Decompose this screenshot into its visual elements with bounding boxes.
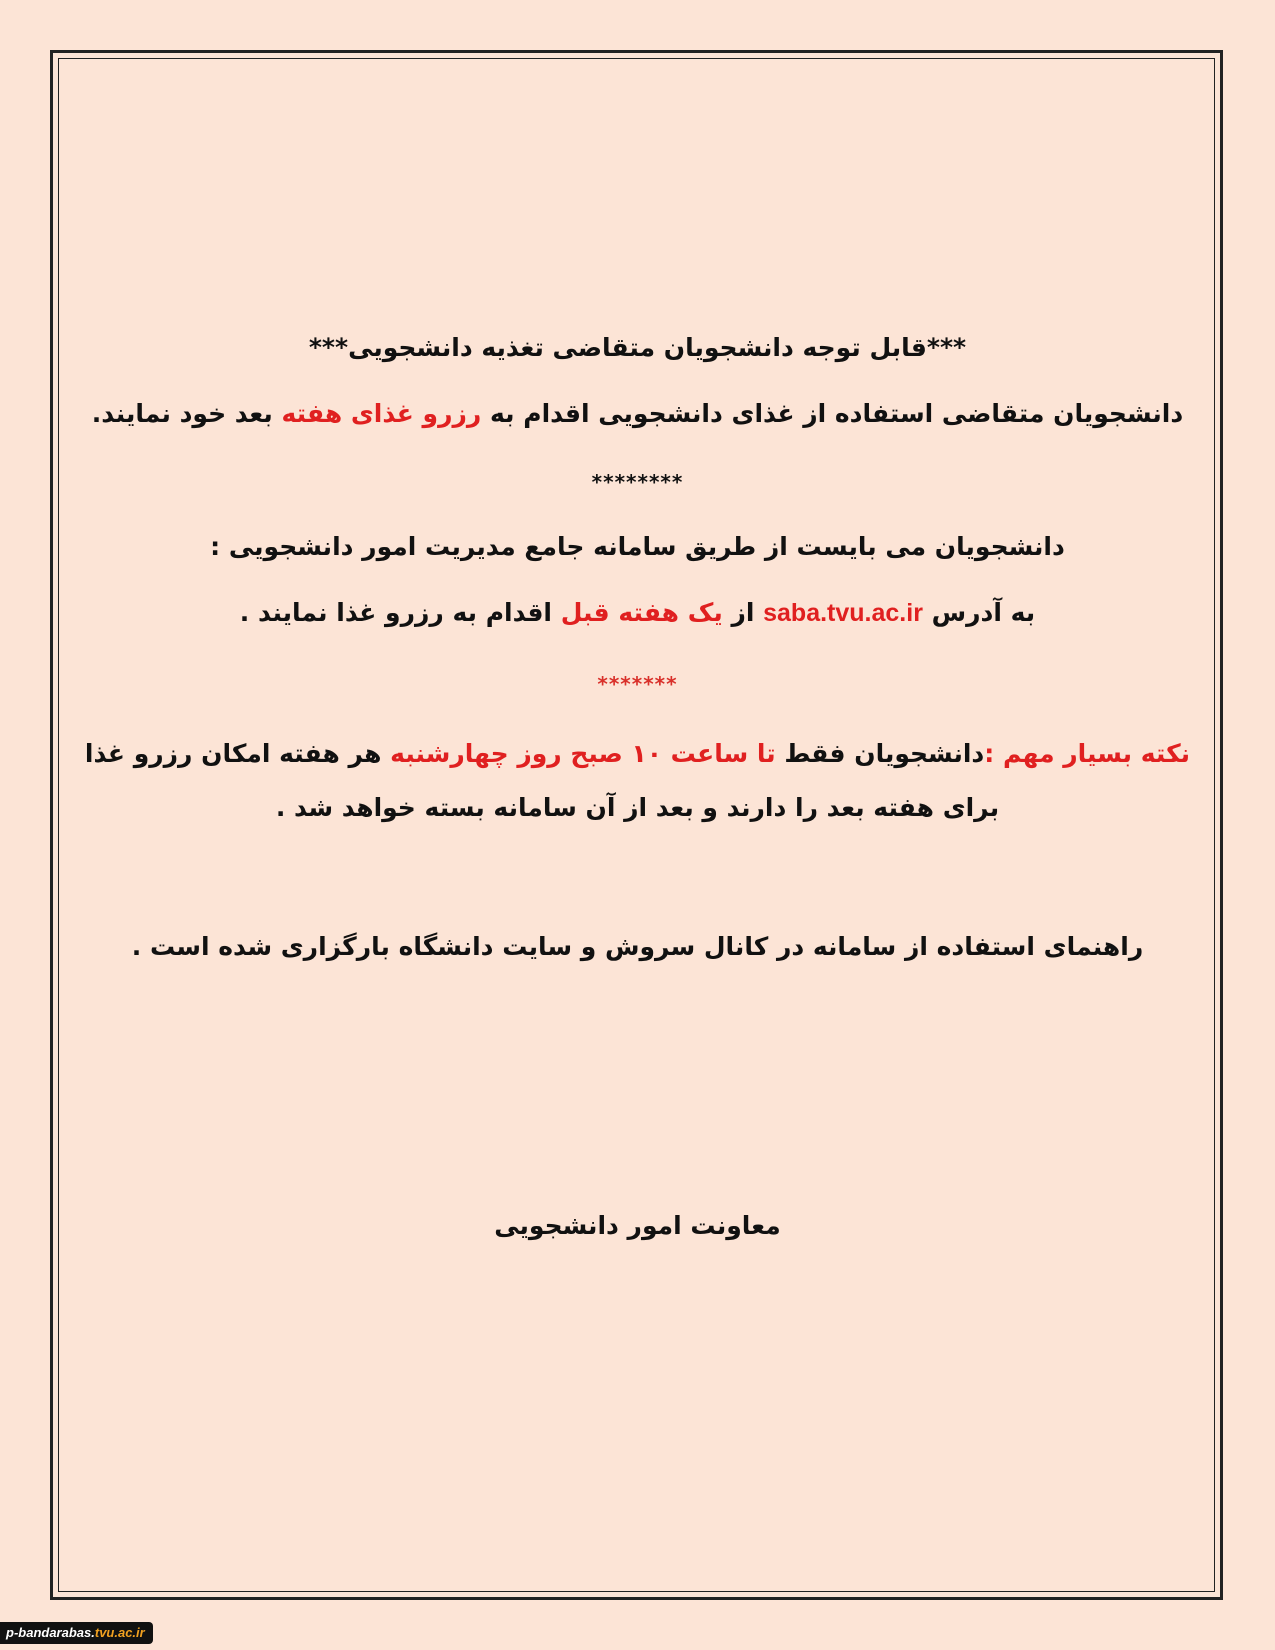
notice-line-1: دانشجویان متقاضی استفاده از غذای دانشجویی اقدام به رزرو غذای هفته بعد خود نمایند. [91,399,1184,428]
notice-line-2: دانشجویان می بایست از طریق سامانه جامع مدیریت امور دانشجویی : [210,532,1065,561]
stars-divider-2: ******* [597,672,678,696]
notice-line-5: برای هفته بعد را دارند و بعد از آن سامانه بسته خواهد شد . [275,793,1000,822]
notice-line-4: نکته بسیار مهم :دانشجویان فقط تا ساعت ۱۰ صبح روز چهارشنبه هر هفته امکان رزرو غذا [84,739,1191,768]
saba-url-link[interactable]: saba.tvu.ac.ir [763,599,923,627]
stars-divider-1: ******** [591,470,684,494]
important-note-label: نکته بسیار مهم : [984,739,1191,768]
deadline-highlight: تا ساعت ۱۰ صبح روز چهارشنبه [390,739,776,768]
site-watermark: p-bandarabas.tvu.ac.ir [0,1622,153,1644]
notice-line-3: به آدرس saba.tvu.ac.ir از یک هفته قبل اقدام به رزرو غذا نمایند . [239,598,1036,627]
signature: معاونت امور دانشجویی [494,1211,781,1240]
notice-line-6: راهنمای استفاده از سامانه در کانال سروش و سایت دانشگاه بارگزاری شده است . [131,932,1144,961]
highlight-weekly-reservation: رزرو غذای هفته [281,399,482,428]
notice-heading: ***قابل توجه دانشجویان متقاضی تغذیه دانشجویی*** [308,333,967,362]
highlight-one-week-before: یک هفته قبل [560,598,723,627]
